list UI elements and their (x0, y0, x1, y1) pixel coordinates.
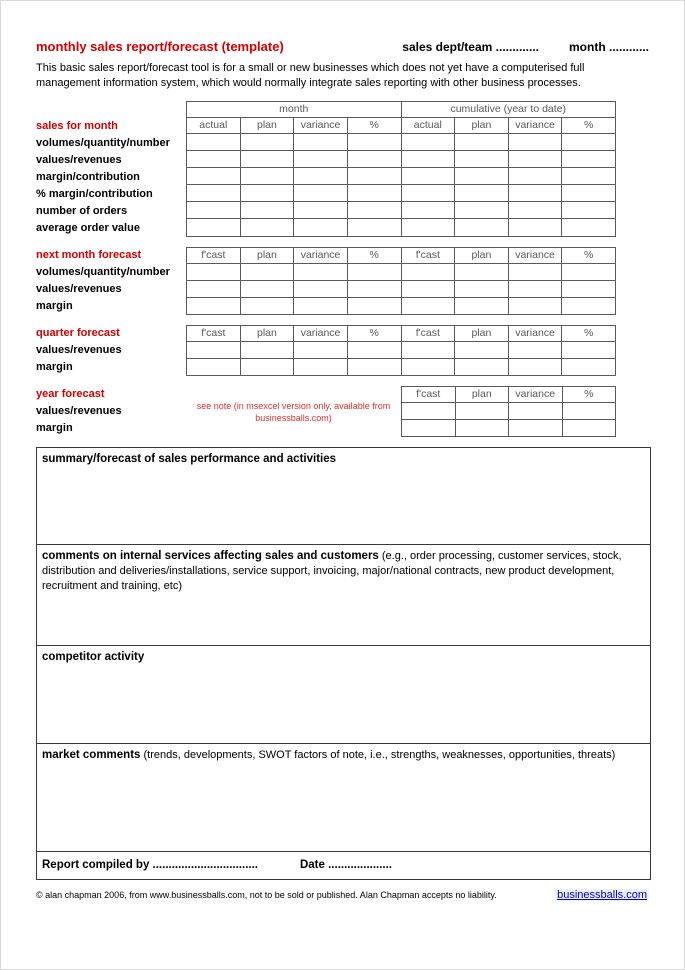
row-label: values/revenues (36, 153, 122, 166)
empty-cell (187, 263, 241, 280)
empty-cell (455, 280, 509, 297)
internal-services-detail: (e.g., order processing, customer services, stock, distribution and deliveries/installations, service support, invoicing, major/national contracts, new product development, recruitment and training, etc) (42, 549, 622, 593)
empty-cell (508, 185, 562, 202)
empty-cell (347, 168, 401, 185)
competitor-activity-title: competitor activity (42, 650, 145, 663)
empty-cell (240, 202, 294, 219)
report-compiled-by-field: Report compiled by ................................. (42, 859, 258, 872)
empty-cell (562, 263, 616, 280)
table-row (187, 297, 616, 314)
empty-cell (187, 341, 241, 358)
empty-cell (455, 341, 509, 358)
market-comments-detail: (trends, developments, SWOT factors of note, i.e., strengths, weaknesses, opportunities, threats) (140, 748, 616, 761)
empty-cell (294, 133, 348, 150)
empty-cell (187, 219, 241, 236)
empty-cell (187, 280, 241, 297)
row-label: values/revenues (36, 282, 122, 295)
empty-cell (401, 280, 455, 297)
businessballs-link[interactable]: businessballs.com (557, 888, 647, 901)
empty-cell (294, 219, 348, 236)
empty-cell (562, 280, 616, 297)
row-label: average order value (36, 221, 140, 234)
empty-cell (455, 263, 509, 280)
empty-cell (455, 150, 509, 167)
col-header: actual (401, 117, 455, 133)
col-header: variance (508, 117, 562, 133)
empty-cell (347, 341, 401, 358)
col-header: % (347, 325, 401, 341)
empty-cell (562, 419, 616, 436)
empty-cell (294, 280, 348, 297)
empty-cell (508, 133, 562, 150)
empty-cell (240, 341, 294, 358)
col-header: variance (509, 386, 563, 402)
empty-cell (347, 263, 401, 280)
empty-cell (347, 185, 401, 202)
col-header: % (347, 117, 401, 133)
empty-cell (508, 202, 562, 219)
empty-cell (401, 168, 455, 185)
col-header: % (347, 247, 401, 263)
column-header-row (187, 325, 616, 341)
empty-cell (508, 168, 562, 185)
empty-cell (294, 358, 348, 375)
empty-cell (562, 150, 616, 167)
table-row (187, 168, 616, 185)
date-field: Date .................... (299, 859, 393, 872)
empty-cell (294, 202, 348, 219)
empty-cell (240, 297, 294, 314)
empty-cell (187, 168, 241, 185)
empty-cell (455, 402, 509, 419)
row-label: margin (36, 299, 73, 312)
quarter-forecast-table (186, 325, 616, 376)
section-sales-for-month (36, 101, 649, 237)
empty-cell (455, 202, 509, 219)
empty-cell (347, 202, 401, 219)
empty-cell (562, 358, 616, 375)
market-comments-title: market comments (42, 748, 141, 761)
summary-section (37, 448, 650, 545)
market-comments-text (42, 747, 645, 763)
table-row (187, 202, 616, 219)
section-title-next-month-forecast: next month forecast (36, 248, 142, 261)
section-next-month-forecast (36, 247, 649, 315)
quarter-forecast-labels (36, 325, 186, 376)
empty-cell (401, 202, 455, 219)
empty-cell (187, 150, 241, 167)
col-header: variance (508, 247, 562, 263)
empty-cell (240, 168, 294, 185)
empty-cell (455, 168, 509, 185)
empty-cell (294, 263, 348, 280)
section-quarter-forecast (36, 325, 649, 376)
col-header: plan (455, 325, 509, 341)
empty-cell (509, 402, 563, 419)
row-label: margin/contribution (36, 170, 140, 183)
empty-cell (402, 419, 456, 436)
empty-cell (294, 297, 348, 314)
year-forecast-note-area (186, 386, 401, 437)
empty-cell (562, 402, 616, 419)
table-row (187, 219, 616, 236)
col-header: actual (187, 117, 241, 133)
page-title: monthly sales report/forecast (template) (36, 39, 284, 54)
next-month-forecast-table (186, 247, 616, 315)
section-title-year-forecast: year forecast (36, 387, 105, 400)
row-label: margin (36, 360, 73, 373)
empty-cell (347, 133, 401, 150)
sales-for-month-table (186, 101, 616, 237)
col-header: plan (240, 117, 294, 133)
empty-cell (455, 419, 509, 436)
col-header: variance (294, 325, 348, 341)
empty-cell (401, 263, 455, 280)
copyright-text: © alan chapman 2006, from www.businessballs.com, not to be sold or published. Alan Chapman accepts no liability. (36, 889, 497, 900)
sales-for-month-labels (36, 101, 186, 237)
col-header: plan (240, 247, 294, 263)
col-header: f'cast (187, 247, 241, 263)
col-header: plan (240, 325, 294, 341)
empty-cell (347, 219, 401, 236)
column-header-row (402, 386, 616, 402)
empty-cell (187, 358, 241, 375)
col-header: f'cast (187, 325, 241, 341)
msexcel-note: see note (in msexcel version only, available from businessballs.com) (196, 400, 391, 423)
col-header: plan (455, 117, 509, 133)
internal-services-section (37, 545, 650, 646)
empty-cell (401, 150, 455, 167)
empty-cell (562, 297, 616, 314)
empty-cell (455, 358, 509, 375)
empty-cell (347, 280, 401, 297)
empty-cell (294, 150, 348, 167)
empty-cell (508, 358, 562, 375)
column-header-row (187, 247, 616, 263)
empty-cell (508, 341, 562, 358)
empty-cell (347, 150, 401, 167)
table-sections (36, 101, 649, 437)
empty-cell (508, 280, 562, 297)
table-row (187, 358, 616, 375)
empty-cell (562, 341, 616, 358)
summary-title: summary/forecast of sales performance and activities (42, 452, 337, 465)
comments-box (36, 447, 651, 880)
row-label: number of orders (36, 204, 128, 217)
section-title-sales-for-month: sales for month (36, 119, 118, 132)
group-header-cumulative: cumulative (year to date) (401, 101, 616, 117)
col-header: f'cast (401, 325, 455, 341)
table-row (402, 419, 616, 436)
empty-cell (401, 185, 455, 202)
empty-cell (187, 185, 241, 202)
empty-cell (562, 185, 616, 202)
col-header: f'cast (402, 386, 456, 402)
table-row (187, 263, 616, 280)
empty-cell (455, 185, 509, 202)
group-header-month: month (187, 101, 402, 117)
col-header: % (562, 325, 616, 341)
year-forecast-labels (36, 386, 186, 437)
empty-cell (401, 358, 455, 375)
empty-cell (455, 133, 509, 150)
internal-services-text (42, 548, 645, 595)
empty-cell (401, 341, 455, 358)
empty-cell (240, 133, 294, 150)
empty-cell (294, 168, 348, 185)
col-header: plan (455, 386, 509, 402)
col-header: variance (508, 325, 562, 341)
col-header: f'cast (401, 247, 455, 263)
empty-cell (347, 358, 401, 375)
year-forecast-table (401, 386, 616, 437)
table-row (402, 402, 616, 419)
empty-cell (455, 297, 509, 314)
empty-cell (401, 297, 455, 314)
section-year-forecast (36, 386, 649, 437)
competitor-activity-text (42, 649, 645, 665)
empty-cell (508, 263, 562, 280)
page-footer (36, 889, 649, 901)
empty-cell (401, 133, 455, 150)
column-header-row (187, 117, 616, 133)
col-header: variance (294, 117, 348, 133)
dept-team-field: sales dept/team ............. (402, 40, 539, 54)
empty-cell (562, 202, 616, 219)
col-header: plan (455, 247, 509, 263)
section-title-quarter-forecast: quarter forecast (36, 326, 120, 339)
empty-cell (509, 419, 563, 436)
empty-cell (508, 150, 562, 167)
row-label: volumes/quantity/number (36, 265, 170, 278)
col-header: % (562, 247, 616, 263)
empty-cell (240, 358, 294, 375)
table-row (187, 133, 616, 150)
empty-cell (240, 219, 294, 236)
group-header-row (187, 101, 616, 117)
table-row (187, 185, 616, 202)
empty-cell (508, 297, 562, 314)
empty-cell (347, 297, 401, 314)
empty-cell (187, 133, 241, 150)
title-row (36, 39, 649, 54)
empty-cell (401, 219, 455, 236)
empty-cell (187, 297, 241, 314)
table-row (187, 280, 616, 297)
report-compiled-row (37, 852, 650, 879)
summary-text (42, 451, 645, 467)
row-label: % margin/contribution (36, 187, 153, 200)
empty-cell (240, 263, 294, 280)
row-label: values/revenues (36, 343, 122, 356)
col-header: % (562, 117, 616, 133)
empty-cell (187, 202, 241, 219)
row-label: volumes/quantity/number (36, 136, 170, 149)
table-row (187, 341, 616, 358)
next-month-forecast-labels (36, 247, 186, 315)
internal-services-title: comments on internal services affecting sales and customers (42, 549, 379, 562)
empty-cell (455, 219, 509, 236)
intro-paragraph: This basic sales report/forecast tool is for a small or new businesses which does not yet have a computerised full management information system, which would normally integrate sales reporting with other business processes. (36, 62, 585, 89)
col-header: % (562, 386, 616, 402)
empty-cell (294, 185, 348, 202)
empty-cell (240, 185, 294, 202)
empty-cell (294, 341, 348, 358)
empty-cell (562, 219, 616, 236)
empty-cell (562, 133, 616, 150)
col-header: variance (294, 247, 348, 263)
market-comments-section (37, 744, 650, 852)
header-fields (402, 40, 649, 54)
empty-cell (508, 219, 562, 236)
empty-cell (402, 402, 456, 419)
row-label: values/revenues (36, 404, 122, 417)
empty-cell (240, 280, 294, 297)
row-label: margin (36, 421, 73, 434)
table-row (187, 150, 616, 167)
competitor-activity-section (37, 646, 650, 744)
empty-cell (562, 168, 616, 185)
month-field: month ............ (569, 40, 649, 54)
empty-cell (240, 150, 294, 167)
